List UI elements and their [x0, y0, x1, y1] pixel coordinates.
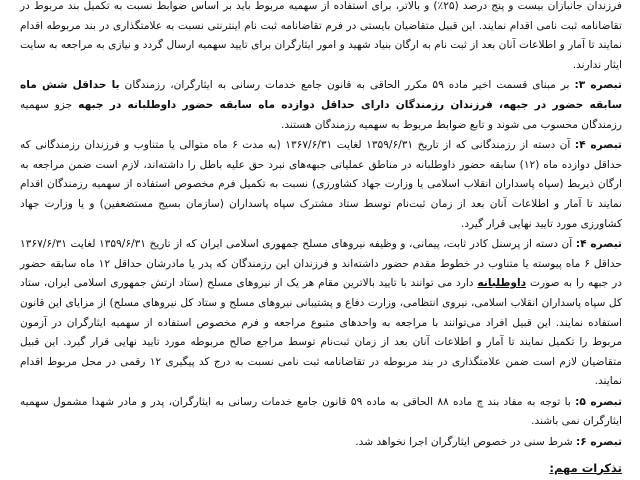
note-5-label: تبصره ۵: [575, 395, 622, 408]
note-4-first-paragraph [20, 136, 622, 234]
important-notes-heading: تذکرات مهم: [549, 460, 622, 475]
voluntary-underlined-text: داوطلبانه [477, 277, 527, 290]
note-3-paragraph [20, 76, 622, 135]
note-5-paragraph [20, 393, 622, 432]
note-3-text-before: بر مبنای قسمت اخیر ماده ۵۹ مکرر الحاقی به قانون جامع خدمات رسانی به ایثارگران، رزمندگان [119, 79, 575, 92]
intro-text: فرزندان جانبازان بیست و پنج درصد (۲۵٪) و بالاتر، برای استفاده از سهمیه مربوط باید بر اساس ضوابط نسبت به تکمیل بند مربوط در تقاضانامه ثبت نامی اقدام نمایند. این قبیل متقاضیان بایستی در فرم تقاضانامه ثبت نام اینترنتی نسبت به علامتگذاری در بند مربوطه اقدام نمایند تا آمار و اطلاعات آنان بعد از ثبت نام به ارگان بنیاد شهید و امور ایثارگران برای تایید سهمیه ارسال گردد و نیازی به مراجعه به سایت ایثار ندارند. [20, 0, 622, 71]
note-6-label: تبصره ۶: [576, 436, 622, 449]
note-3-text-after: جزو سهمیه رزمندگان محسوب می شوند و تابع ضوابط مربوط به سهمیه رزمندگان هستند. [20, 98, 622, 131]
note-5-text: با توجه به مفاد بند چ ماده ۸۸ الحاقی به ماده ۵۹ قانون جامع خدمات رسانی به ایثارگران، پدر و مادر شهدا مشمول سهمیه ایثارگران نمی باشند. [20, 395, 622, 428]
note-4-second-text-after: دارد می توانند با تایید بالاترین مقام هر یک از نیروهای مسلح (ستاد ارتش جمهوری اسلامی ایران، ستاد کل سپاه پاسداران انقلاب اسلامی، نیروی انتظامی، وزارت دفاع و پشتیبانی نیروهای مسلح و ستاد کل نیروهای مسلح) از مزایای این قانون استفاده نمایند. این قبیل افراد می‌توانند با مراجعه به واحدهای متبوع مراجعه و فرم مخصوص استفاده از سهمیه ایثارگران در آزمون مربوط را تکمیل نمایند تا آمار و اطلاعات آنان بعد از زمان ثبت‌نام توسط مراجع صالح مربوطه مورد تایید نهایی قرار گیرد. این قبیل متقاضیان لازم است ضمن علامتگذاری در بند مربوطه در تقاضانامه ثبت نامی نسبت به درج کد پیگیری ۱۲ رقمی در محل مربوط اقدام نمایند. [20, 277, 622, 388]
note-4-first-label: تبصره ۴: [574, 139, 622, 152]
document-body [20, 0, 622, 478]
note-6-text: شرط سنی در خصوص ایثارگران اجرا نخواهد شد. [355, 436, 576, 449]
note-3-bold-text: با حداقل شش ماه سابقه حضور در جبهه، فرزندان رزمندگان دارای حداقل دوازده ماه سابقه حضور داوطلبانه در جبهه [20, 79, 622, 111]
note-6-paragraph [20, 433, 622, 453]
note-4-second-label: تبصره ۴: [575, 238, 622, 251]
note-4-second-text-before: آن دسته از پرسنل کادر ثابت، پیمانی، و وظیفه نیروهای مسلح جمهوری اسلامی ایران که از تاریخ ۱۳۵۹/۶/۳۱ لغایت ۱۳۶۷/۶/۳۱ حداقل ۶ ماه پیوسته یا متناوب در خطوط مقدم حضور داشته‌اند و فرزندان این رزمندگان که پدر یا مادرشان حداقل ۱۲ ماه سابقه حضور در جبهه را به صورت [20, 238, 622, 290]
note-3-label: تبصره ۳: [574, 79, 622, 92]
note-4-first-text: آن دسته از رزمندگانی که از تاریخ ۱۳۵۹/۶/۳۱ لغایت ۱۳۶۷/۶/۳۱ (به مدت ۶ ماه متوالی یا متناوب و فرزندان رزمندگانی که حداقل دوازده ماه (۱۲) سابقه حضور داوطلبانه در مناطق عملیاتی جبهه‌های نبرد حق علیه باطل را داشته‌اند، لازم است ضمن مراجعه به ارگان ذیربط (سپاه پاسداران انقلاب اسلامی یا وزارت جهاد کشاورزی) نسبت به تکمیل فرم مخصوص استفاده از سهمیه رزمندگان اقدام نمایند تا آمار و اطلاعات آنان بعد از زمان ثبت‌نام توسط ستاد مشترک سپاه پاسداران (سازمان بسیج مستضعفین) و یا وزارت جهاد کشاورزی مورد تایید نهایی قرار گیرد. [20, 139, 622, 230]
note-4-second-paragraph [20, 235, 622, 392]
intro-paragraph [20, 0, 622, 75]
